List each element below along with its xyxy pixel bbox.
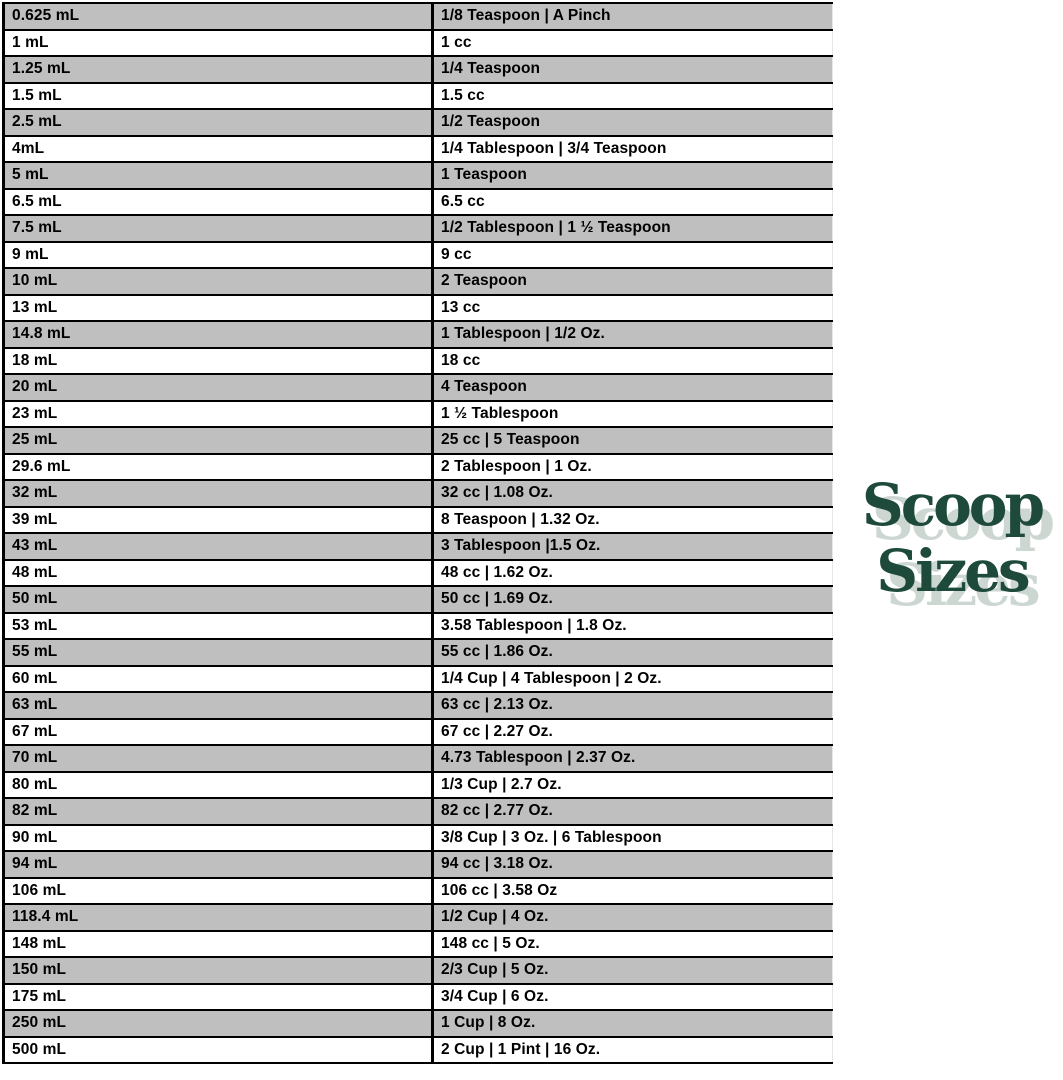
- table-row: [4, 1037, 833, 1064]
- equivalent-cell: 18 cc: [433, 348, 833, 375]
- milliliters-cell: 1.25 mL: [4, 56, 433, 83]
- equivalent-cell: 4.73 Tablespoon | 2.37 Oz.: [433, 745, 833, 772]
- equivalent-cell: 2/3 Cup | 5 Oz.: [433, 957, 833, 984]
- equivalent-cell: 148 cc | 5 Oz.: [433, 931, 833, 958]
- equivalent-cell: 1 Teaspoon: [433, 162, 833, 189]
- table-row: [4, 242, 833, 269]
- table-row: [4, 904, 833, 931]
- table-row: [4, 825, 833, 852]
- scoop-sizes-logo: [840, 472, 1063, 604]
- equivalent-cell: 1 Tablespoon | 1/2 Oz.: [433, 321, 833, 348]
- table-row: [4, 268, 833, 295]
- equivalent-cell: 1 cc: [433, 30, 833, 57]
- milliliters-cell: 53 mL: [4, 613, 433, 640]
- equivalent-cell: 63 cc | 2.13 Oz.: [433, 692, 833, 719]
- equivalent-cell: 32 cc | 1.08 Oz.: [433, 480, 833, 507]
- milliliters-cell: 500 mL: [4, 1037, 433, 1064]
- table-row: [4, 639, 833, 666]
- milliliters-cell: 23 mL: [4, 401, 433, 428]
- milliliters-cell: 63 mL: [4, 692, 433, 719]
- table-row: [4, 745, 833, 772]
- milliliters-cell: 150 mL: [4, 957, 433, 984]
- table-row: [4, 586, 833, 613]
- table-row: [4, 374, 833, 401]
- equivalent-cell: 1 ½ Tablespoon: [433, 401, 833, 428]
- milliliters-cell: 7.5 mL: [4, 215, 433, 242]
- table-row: [4, 931, 833, 958]
- table-row: [4, 957, 833, 984]
- milliliters-cell: 18 mL: [4, 348, 433, 375]
- equivalent-cell: 82 cc | 2.77 Oz.: [433, 798, 833, 825]
- table-row: [4, 109, 833, 136]
- milliliters-cell: 2.5 mL: [4, 109, 433, 136]
- table-row: [4, 507, 833, 534]
- milliliters-cell: 25 mL: [4, 427, 433, 454]
- milliliters-cell: 55 mL: [4, 639, 433, 666]
- table-row: [4, 136, 833, 163]
- table-row: [4, 348, 833, 375]
- equivalent-cell: 1/4 Teaspoon: [433, 56, 833, 83]
- equivalent-cell: 1 Cup | 8 Oz.: [433, 1010, 833, 1037]
- milliliters-cell: 175 mL: [4, 984, 433, 1011]
- table-row: [4, 56, 833, 83]
- equivalent-cell: 3 Tablespoon |1.5 Oz.: [433, 533, 833, 560]
- milliliters-cell: 90 mL: [4, 825, 433, 852]
- milliliters-cell: 5 mL: [4, 162, 433, 189]
- milliliters-cell: 13 mL: [4, 295, 433, 322]
- table-row: [4, 719, 833, 746]
- equivalent-cell: 4 Teaspoon: [433, 374, 833, 401]
- equivalent-cell: 67 cc | 2.27 Oz.: [433, 719, 833, 746]
- equivalent-cell: 106 cc | 3.58 Oz: [433, 878, 833, 905]
- milliliters-cell: 6.5 mL: [4, 189, 433, 216]
- table-row: [4, 851, 833, 878]
- equivalent-cell: 3/8 Cup | 3 Oz. | 6 Tablespoon: [433, 825, 833, 852]
- milliliters-cell: 250 mL: [4, 1010, 433, 1037]
- milliliters-cell: 39 mL: [4, 507, 433, 534]
- milliliters-cell: 29.6 mL: [4, 454, 433, 481]
- equivalent-cell: 2 Teaspoon: [433, 268, 833, 295]
- table-row: [4, 295, 833, 322]
- milliliters-cell: 4mL: [4, 136, 433, 163]
- milliliters-cell: 10 mL: [4, 268, 433, 295]
- table-row: [4, 321, 833, 348]
- table-row: [4, 189, 833, 216]
- table-row: [4, 533, 833, 560]
- milliliters-cell: 106 mL: [4, 878, 433, 905]
- milliliters-cell: 32 mL: [4, 480, 433, 507]
- table-row: [4, 83, 833, 110]
- milliliters-cell: 60 mL: [4, 666, 433, 693]
- milliliters-cell: 50 mL: [4, 586, 433, 613]
- table-row: [4, 878, 833, 905]
- table-row: [4, 215, 833, 242]
- table-row: [4, 480, 833, 507]
- equivalent-cell: 1/2 Cup | 4 Oz.: [433, 904, 833, 931]
- milliliters-cell: 80 mL: [4, 772, 433, 799]
- equivalent-cell: 25 cc | 5 Teaspoon: [433, 427, 833, 454]
- table-row: [4, 772, 833, 799]
- milliliters-cell: 0.625 mL: [4, 3, 433, 30]
- milliliters-cell: 9 mL: [4, 242, 433, 269]
- equivalent-cell: 13 cc: [433, 295, 833, 322]
- table-row: [4, 798, 833, 825]
- scoop-size-conversion-table: [2, 2, 833, 1064]
- table-row: [4, 560, 833, 587]
- equivalent-cell: 1.5 cc: [433, 83, 833, 110]
- equivalent-cell: 3.58 Tablespoon | 1.8 Oz.: [433, 613, 833, 640]
- milliliters-cell: 1 mL: [4, 30, 433, 57]
- milliliters-cell: 82 mL: [4, 798, 433, 825]
- milliliters-cell: 48 mL: [4, 560, 433, 587]
- table-row: [4, 3, 833, 30]
- logo-line-scoop: Scoop: [861, 471, 1043, 539]
- equivalent-cell: 48 cc | 1.62 Oz.: [433, 560, 833, 587]
- table-row: [4, 613, 833, 640]
- milliliters-cell: 14.8 mL: [4, 321, 433, 348]
- equivalent-cell: 8 Teaspoon | 1.32 Oz.: [433, 507, 833, 534]
- equivalent-cell: 3/4 Cup | 6 Oz.: [433, 984, 833, 1011]
- equivalent-cell: 1/2 Teaspoon: [433, 109, 833, 136]
- table-row: [4, 692, 833, 719]
- table-row: [4, 401, 833, 428]
- milliliters-cell: 70 mL: [4, 745, 433, 772]
- equivalent-cell: 2 Cup | 1 Pint | 16 Oz.: [433, 1037, 833, 1064]
- table-row: [4, 427, 833, 454]
- milliliters-cell: 1.5 mL: [4, 83, 433, 110]
- logo-line-sizes: Sizes: [876, 537, 1028, 605]
- milliliters-cell: 148 mL: [4, 931, 433, 958]
- table-row: [4, 984, 833, 1011]
- equivalent-cell: 6.5 cc: [433, 189, 833, 216]
- equivalent-cell: 94 cc | 3.18 Oz.: [433, 851, 833, 878]
- table-row: [4, 1010, 833, 1037]
- table-row: [4, 666, 833, 693]
- equivalent-cell: 1/2 Tablespoon | 1 ½ Teaspoon: [433, 215, 833, 242]
- equivalent-cell: 1/4 Cup | 4 Tablespoon | 2 Oz.: [433, 666, 833, 693]
- equivalent-cell: 1/4 Tablespoon | 3/4 Teaspoon: [433, 136, 833, 163]
- equivalent-cell: 50 cc | 1.69 Oz.: [433, 586, 833, 613]
- equivalent-cell: 2 Tablespoon | 1 Oz.: [433, 454, 833, 481]
- table-row: [4, 454, 833, 481]
- equivalent-cell: 1/3 Cup | 2.7 Oz.: [433, 772, 833, 799]
- milliliters-cell: 94 mL: [4, 851, 433, 878]
- milliliters-cell: 20 mL: [4, 374, 433, 401]
- equivalent-cell: 9 cc: [433, 242, 833, 269]
- equivalent-cell: 55 cc | 1.86 Oz.: [433, 639, 833, 666]
- milliliters-cell: 43 mL: [4, 533, 433, 560]
- equivalent-cell: 1/8 Teaspoon | A Pinch: [433, 3, 833, 30]
- milliliters-cell: 118.4 mL: [4, 904, 433, 931]
- conversion-table-body: [4, 3, 833, 1063]
- table-row: [4, 30, 833, 57]
- milliliters-cell: 67 mL: [4, 719, 433, 746]
- table-row: [4, 162, 833, 189]
